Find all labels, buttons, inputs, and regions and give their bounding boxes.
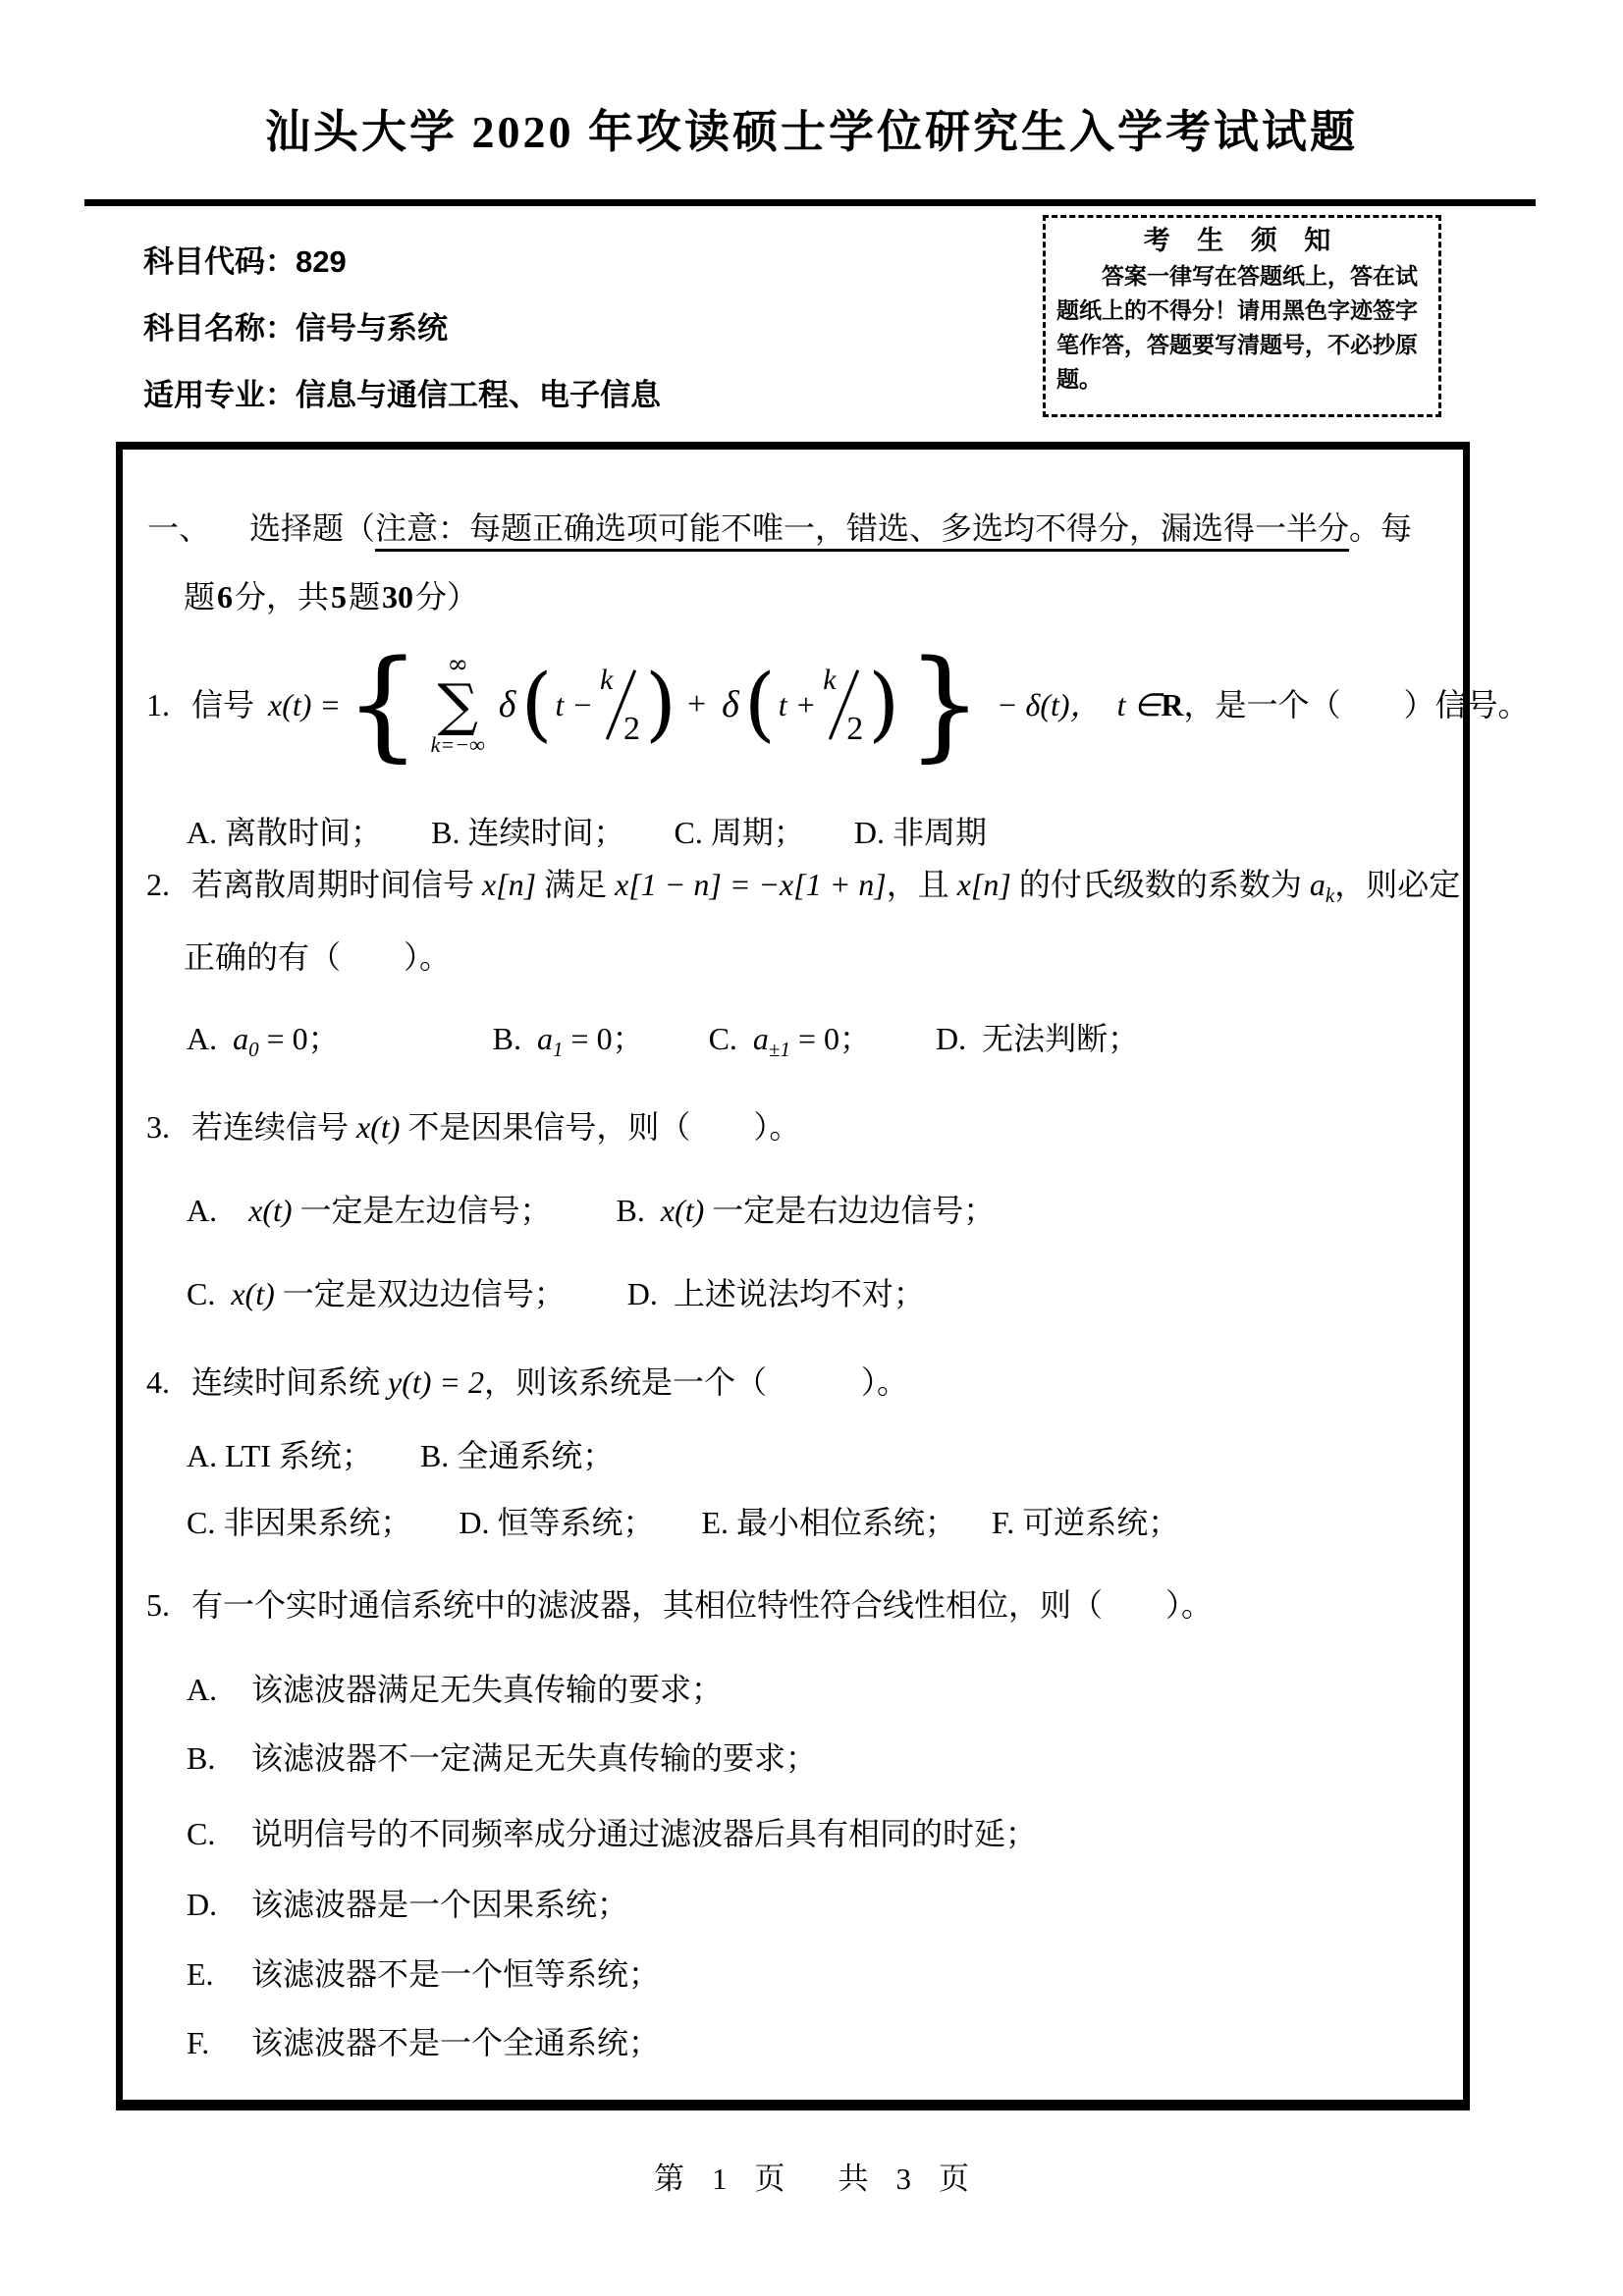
delta-symbol: δ bbox=[722, 684, 739, 725]
subscript: ±1 bbox=[768, 1038, 790, 1061]
total-score: 30 bbox=[382, 579, 414, 614]
question-3-text: 若连续信号 bbox=[191, 1109, 357, 1145]
right-paren: ) bbox=[868, 658, 900, 752]
question-3-options-row2 bbox=[187, 1272, 925, 1315]
question-1-text: 信号 bbox=[191, 687, 255, 722]
option-b bbox=[617, 1189, 996, 1232]
section-heading-line2 bbox=[184, 575, 478, 618]
question-2-stem-line1 bbox=[146, 863, 1460, 917]
question-4-options-row2 bbox=[187, 1501, 1179, 1544]
option-label: F. bbox=[187, 2025, 210, 2060]
section-score-text: 题 bbox=[184, 579, 216, 614]
question-3-stem bbox=[146, 1105, 800, 1148]
option-a bbox=[187, 1017, 340, 1071]
option-a: A. 离散时间； bbox=[187, 815, 383, 850]
question-3-options-row1 bbox=[187, 1189, 995, 1232]
footer-word: 第 bbox=[654, 2162, 684, 2196]
subject-name-value: 信号与系统 bbox=[296, 311, 448, 346]
option-text: 无法判断； bbox=[982, 1021, 1140, 1056]
option-text: 说明信号的不同频率成分通过滤波器后具有相同的时延； bbox=[251, 1816, 1038, 1851]
question-4-number: 4. bbox=[146, 1364, 170, 1400]
footer-word: 共 bbox=[838, 2162, 869, 2196]
notice-body: 答案一律写在答题纸上，答在试题纸上的不得分！请用黑色字迹签字笔作答，答题要写清题号，不必抄原题。 bbox=[1056, 263, 1418, 392]
subject-code-row bbox=[143, 242, 661, 281]
option-text: 一定是左边信号； bbox=[292, 1193, 552, 1228]
real-set-symbol: R bbox=[1161, 687, 1184, 722]
option-f: F. 可逆系统； bbox=[992, 1505, 1180, 1540]
option-b: B. 全通系统； bbox=[419, 1438, 615, 1473]
math-coefficient-subscript: k bbox=[1325, 883, 1335, 907]
option-c: C. 非因果系统； bbox=[187, 1505, 412, 1540]
plus-sign: + bbox=[686, 686, 707, 722]
right-brace: } bbox=[906, 634, 983, 774]
option-label: D. bbox=[936, 1021, 967, 1056]
option-text: = 0； bbox=[563, 1021, 644, 1056]
subscript: 1 bbox=[553, 1038, 564, 1061]
question-1-number: 1. bbox=[146, 687, 170, 722]
option-b: B. 连续时间； bbox=[431, 815, 625, 850]
math-a1: a bbox=[537, 1021, 554, 1056]
option-b bbox=[493, 1017, 644, 1071]
option-label: B. bbox=[492, 1021, 522, 1056]
option-text: 该滤波器不是一个恒等系统； bbox=[251, 1956, 661, 1992]
question-2-text: 满足 bbox=[536, 867, 616, 902]
question-2-number: 2. bbox=[146, 867, 170, 902]
question-5-option-c bbox=[187, 1812, 1037, 1855]
left-paren: ( bbox=[743, 658, 776, 752]
left-brace: { bbox=[345, 634, 421, 774]
option-d bbox=[627, 1272, 925, 1315]
subscript: 0 bbox=[248, 1038, 259, 1061]
question-2-text: ，则必定 bbox=[1334, 867, 1461, 902]
question-1-stem bbox=[146, 631, 1529, 778]
option-d: D. 恒等系统； bbox=[459, 1505, 655, 1540]
subject-info-block bbox=[143, 242, 661, 443]
question-5-text: 有一个实时通信系统中的滤波器，其相位特性符合线性相位，则（ ）。 bbox=[191, 1587, 1214, 1623]
minus-delta-term: − δ(t)， bbox=[996, 687, 1102, 722]
option-a bbox=[187, 1189, 552, 1232]
section-heading-line1 bbox=[147, 507, 1412, 550]
section-note-underline-2: 错选、多选均不得分，漏选得一半分 bbox=[846, 510, 1350, 546]
option-text: 该滤波器不一定满足无失真传输的要求； bbox=[251, 1740, 818, 1776]
fraction-k-over-2 bbox=[599, 663, 642, 747]
question-1-tail: ，是一个（ ）信号。 bbox=[1183, 687, 1530, 722]
question-3-text: 不是因果信号，则（ ）。 bbox=[400, 1109, 801, 1145]
delta-symbol: δ bbox=[498, 684, 516, 725]
math-xn: x[n] bbox=[956, 867, 1011, 902]
subject-name-label: 科目名称： bbox=[143, 311, 296, 346]
question-5-option-a bbox=[187, 1668, 723, 1711]
math-a-plusminus-1: a bbox=[752, 1021, 769, 1056]
question-2-text: 的付氏级数的系数为 bbox=[1010, 867, 1310, 902]
question-4-text: 连续时间系统 bbox=[191, 1364, 389, 1400]
question-5-option-b bbox=[187, 1736, 817, 1780]
fraction-denominator: 2 bbox=[846, 711, 864, 747]
option-label: B. bbox=[616, 1193, 645, 1228]
option-d: D. 非周期 bbox=[853, 815, 987, 850]
math-yt-equals-2: y(t) = 2 bbox=[388, 1364, 485, 1400]
option-label: D. bbox=[626, 1276, 658, 1311]
question-4-stem bbox=[146, 1361, 908, 1404]
section-note-underline-1: 注意：每题正确选项可能不唯一， bbox=[375, 510, 847, 546]
option-text: = 0； bbox=[789, 1021, 872, 1056]
section-intro: 选择题（ bbox=[249, 510, 376, 546]
question-4-options-row1 bbox=[187, 1434, 614, 1477]
section-score-text: 分） bbox=[415, 579, 479, 614]
option-label: C. bbox=[187, 1816, 216, 1851]
section-score-text: 题 bbox=[349, 579, 381, 614]
option-e: E. 最小相位系统； bbox=[701, 1505, 957, 1540]
option-text: 该滤波器不是一个全通系统； bbox=[251, 2025, 661, 2060]
score-per-question: 6 bbox=[217, 579, 234, 614]
option-a: A. LTI 系统； bbox=[187, 1438, 373, 1473]
math-xt: x(t) bbox=[660, 1193, 705, 1228]
sum-upper-limit: ∞ bbox=[447, 650, 469, 679]
question-count: 5 bbox=[331, 579, 348, 614]
option-d bbox=[936, 1017, 1139, 1060]
math-symmetry-relation: x[1 − n] = −x[1 + n] bbox=[615, 867, 887, 902]
question-5-number: 5. bbox=[146, 1587, 170, 1623]
question-4-text: ，则该系统是一个（ ）。 bbox=[484, 1364, 909, 1400]
domain-variable: t ∈ bbox=[1116, 687, 1162, 722]
option-label: A. bbox=[187, 1193, 218, 1228]
major-label: 适用专业： bbox=[143, 378, 296, 412]
option-c bbox=[187, 1272, 566, 1315]
argument-1: t − bbox=[555, 687, 593, 722]
right-paren: ) bbox=[644, 658, 676, 752]
question-2-text: 若离散周期时间信号 bbox=[191, 867, 483, 902]
sum-lower-limit: k=−∞ bbox=[430, 732, 485, 757]
question-3-number: 3. bbox=[146, 1109, 170, 1145]
footer-word: 页 bbox=[754, 2162, 785, 2196]
option-label: D. bbox=[187, 1887, 218, 1922]
math-xn: x[n] bbox=[482, 867, 537, 902]
major-value: 信息与通信工程、电子信息 bbox=[296, 378, 661, 412]
math-xt: x(t) bbox=[356, 1109, 401, 1145]
option-label: C. bbox=[708, 1021, 737, 1056]
question-1-options bbox=[187, 811, 987, 854]
subject-code-label: 科目代码： bbox=[143, 244, 296, 279]
option-text: 该滤波器是一个因果系统； bbox=[251, 1887, 629, 1922]
fraction-denominator: 2 bbox=[622, 711, 640, 747]
notice-box bbox=[1043, 215, 1441, 417]
question-2-stem-line2: 正确的有（ ）。 bbox=[184, 939, 452, 975]
fraction-k-over-2 bbox=[822, 663, 865, 747]
question-5-option-d bbox=[187, 1883, 628, 1926]
math-xt: x(t) bbox=[231, 1276, 275, 1311]
major-row bbox=[143, 376, 661, 414]
option-text: 该滤波器满足无失真传输的要求； bbox=[251, 1672, 724, 1707]
option-text: 一定是右边边信号； bbox=[704, 1193, 996, 1228]
section-score-text: 分，共 bbox=[235, 579, 330, 614]
section-intro-tail: 。每 bbox=[1349, 510, 1413, 546]
math-a0: a bbox=[233, 1021, 249, 1056]
footer-page-number: 1 bbox=[712, 2162, 728, 2196]
math-coefficient-base: a bbox=[1309, 867, 1325, 902]
footer-total-pages: 3 bbox=[895, 2162, 911, 2196]
section-number: 一、 bbox=[147, 510, 211, 546]
option-label: C. bbox=[187, 1276, 216, 1311]
math-lhs: x(t) = bbox=[268, 687, 342, 722]
option-label: A. bbox=[187, 1021, 218, 1056]
summation-symbol bbox=[430, 650, 485, 757]
left-paren: ( bbox=[520, 658, 553, 752]
question-2-text: ，且 bbox=[886, 867, 957, 902]
option-text: = 0； bbox=[258, 1021, 340, 1056]
option-text: 上述说法均不对； bbox=[673, 1276, 925, 1311]
subject-code-value: 829 bbox=[296, 244, 347, 279]
fraction-numerator: k bbox=[599, 664, 614, 696]
questions-box bbox=[116, 442, 1530, 2110]
page-footer bbox=[0, 2160, 1623, 2199]
subject-name-row bbox=[143, 309, 661, 347]
math-xt: x(t) bbox=[248, 1193, 293, 1228]
question-5-option-e bbox=[187, 1952, 660, 1996]
option-c bbox=[709, 1017, 871, 1071]
option-c: C. 周期； bbox=[674, 815, 805, 850]
question-5-option-f bbox=[187, 2021, 660, 2064]
page-title: 汕头大学 2020 年攻读硕士学位研究生入学考试试题 bbox=[265, 107, 1358, 157]
fraction-numerator: k bbox=[823, 664, 837, 696]
option-label: E. bbox=[187, 1956, 214, 1992]
option-text: 一定是双边边信号； bbox=[274, 1276, 566, 1311]
question-5-stem bbox=[146, 1583, 1213, 1627]
footer-word: 页 bbox=[939, 2162, 969, 2196]
sigma-icon: ∑ bbox=[437, 671, 478, 738]
title-divider bbox=[84, 199, 1536, 206]
option-label: A. bbox=[187, 1672, 218, 1707]
question-2-options bbox=[187, 1017, 1139, 1071]
notice-title: 考 生 须 知 bbox=[1143, 226, 1341, 255]
option-label: B. bbox=[187, 1740, 216, 1776]
argument-2: t + bbox=[778, 687, 817, 722]
